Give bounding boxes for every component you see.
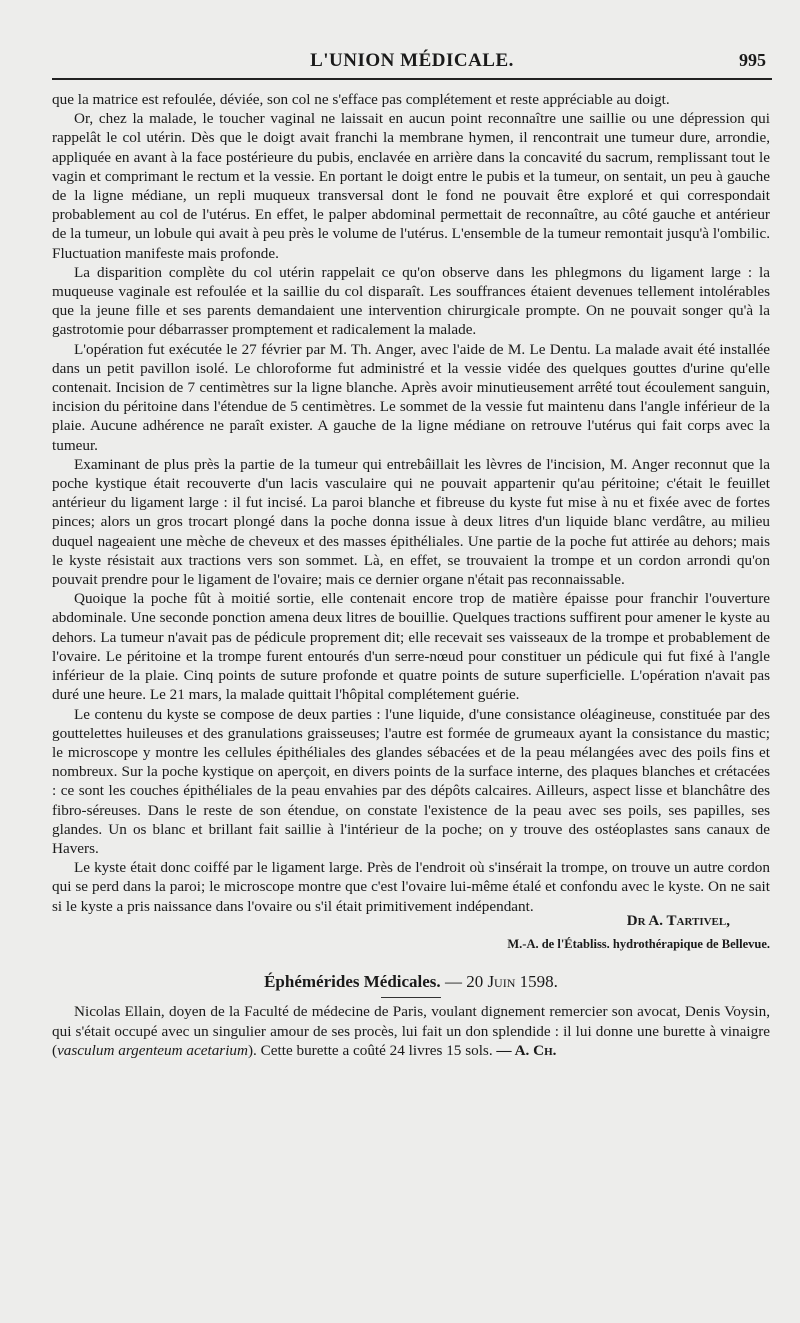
paragraph-4: L'opération fut exécutée le 27 février par M. Th. Anger, avec l'aide de M. Le Dentu. La malade avait été installée dans un petit pavillon isolé. Le chloroforme fut administré et la vessie vidée des quelques gouttes d'urine qu'elle contenait. Incision de 7 centimètres sur la ligne blanche. Après avoir minutieusement arrêté tout écoulement sanguin, incision du péritoine dans l'étendue de 5 centimètres. Le sommet de la vessie fut maintenu dans l'angle inférieur de la plaie. Aucune adhérence ne paraît exister. A gauche de la ligne médiane on retrouve l'utérus qui fait corps avec la tumeur. — [52, 340, 770, 454]
ephemerides-heading — [52, 972, 770, 991]
paragraph-6: Quoique la poche fût à moitié sortie, elle contenait encore trop de matière épaisse pour franchir l'ouverture abdominale. Une seconde ponction amena deux litres de bouillie. Quelques tractions suffirent pour amener le kyste au dehors. La tumeur n'avait pas de pédicule proprement dit; elle recevait ses vaisseaux de la trompe et probablement de l'ovaire. Le péritoine et la trompe furent entourés d'un serre-nœud pour constituer un pédicule qui fut fixé à l'angle inférieur de la plaie. Cinq points de suture profonde et quatre points de suture superficielle. L'opération n'avait pas duré une heure. Le 21 mars, la malade quittait l'hôpital complétement guérie. — [52, 590, 770, 704]
article-body — [52, 90, 770, 1060]
paragraph-1: que la matrice est refoulée, déviée, son col ne s'efface pas complétement et reste appréciable au doigt. — [52, 91, 670, 108]
author-affiliation: M.-A. de l'Établiss. hydrothérapique de Bellevue. — [507, 936, 770, 951]
paragraph-8: Le kyste était donc coiffé par le ligament large. Près de l'endroit où s'insérait la trompe, on trouve un autre cordon qui se perd dans la paroi; le microscope montre que c'est l'ovaire lui-même étalé et confondu avec le kyste. On ne sait si le kyste a pris naissance dans l'ovaire ou s'il était primitivement indépendant. — [52, 859, 770, 915]
running-header — [52, 44, 772, 80]
ephemerides-body — [52, 1002, 770, 1060]
paragraph-5: Examinant de plus près la partie de la tumeur qui entrebâillait les lèvres de l'incision, M. Anger reconnut que la poche kystique était recouverte d'un lacis vasculaire qui ne pouvait appartenir qu'au péritoine; c'était le feuillet antérieur du ligament large : il fut incisé. La paroi blanche et fibreuse du kyste fut mise à nu et fixée avec de fortes pinces; alors un gros trocart plongé dans la poche donna issue à deux litres d'un liquide blanc verdâtre, au milieu duquel nageaient une mèche de cheveux et des masses épithéliales. Une partie de la poche fut attirée au dehors; mais le kyste résistait aux tractions vers son sommet. Là, en effet, se trouvaient la trompe et un cordon arrondi qu'on pouvait prendre pour le ligament de l'ovaire; mais ce dernier organe n'était pas reconnaissable. — [52, 455, 770, 589]
paragraph-2: Or, chez la malade, le toucher vaginal ne laissait en aucun point reconnaître une saillie ou une dépression qui rappelât le col utérin. Dès que le doigt avait franchi la membrane hymen, il rencontrait une tumeur dure, arrondie, appliquée en avant à la face postérieure du pubis, enclavée en arrière dans la concavité du sacrum, remplissant tout le vagin et comprimant le rectum et la vessie. En portant le doigt entre le pubis et la tumeur, on sentait, un peu à gauche de la ligne médiane, un repli muqueux transversal dont le fond ne pouvait être exploré et qui correspondait probablement au col de l'utérus. En effet, le palper abdominal permettait de reconnaître, au côté gauche et antérieur de la tumeur, un lobule qui avait à peu près le volume de l'utérus. L'ensemble de la tumeur remontait jusqu'à l'ombilic. Fluctuation manifeste mais profonde. — [52, 110, 770, 262]
section-rule — [381, 997, 441, 998]
ephemerides-text-2: ). Cette burette a coûté 24 livres 15 sols. — [248, 1041, 497, 1059]
paragraph-7: Le contenu du kyste se compose de deux parties : l'une liquide, d'une consistance oléagineuse, constituée par des gouttelettes huileuses et des granulations graisseuses; l'autre est formée de grumeaux ayant la consistance du mastic; le microscope y montre les cellules épithéliales des glandes sébacées et de la peau mélangées avec des poils fins et nombreux. Sur la poche kystique on aperçoit, en divers points de la surface interne, des plaques blanches et crétacées : ce sont les couches épithéliales de la peau envahies par des dépôts calcaires. Ailleurs, aspect lisse et blanchâtre des fibro-séreuses. Dans le reste de son étendue, on constate l'existence de la peau avec ses poils, ses papilles, ses glandes. Un os blanc et brillant fait saillie à l'intérieur de la poche; on y trouve des ostéoplastes sans canaux de Havers. — [52, 705, 770, 857]
author-name: Dr A. Tartivel, — [626, 912, 730, 929]
journal-title: L'UNION MÉDICALE. — [310, 50, 514, 71]
page-number: 995 — [739, 50, 766, 70]
paragraph-3: La disparition complète du col utérin rappelait ce qu'on observe dans les phlegmons du ligament large : la muqueuse vaginale est refoulée et la saillie du col disparaît. Les souffrances étaient devenues tellement intolérables que la jeune fille et ses parents demandaient une intervention chirurgicale prompte. On ne pouvait songer qu'à la gastrotomie pour débarrasser promptement et radicalement la malade. — [52, 263, 770, 339]
ephemerides-title: Éphémérides Médicales. — [264, 972, 441, 992]
ephemerides-signature: — A. Ch. — [496, 1041, 557, 1059]
ephemerides-latin: vasculum argenteum acetarium — [57, 1041, 248, 1059]
ephemerides-date: — 20 Juin 1598. — [444, 972, 558, 992]
ephemerides-paragraph — [52, 1002, 770, 1060]
ephemerides-text-1: Nicolas Ellain, doyen de la Faculté de médecine de Paris, voulant dignement remercier son avocat, Denis Voysin, qui s'était occupé avec un singulier amour de ses procès, lui fait un don splendide : il lui donne une burette à vinaigre ( — [52, 1003, 770, 1059]
